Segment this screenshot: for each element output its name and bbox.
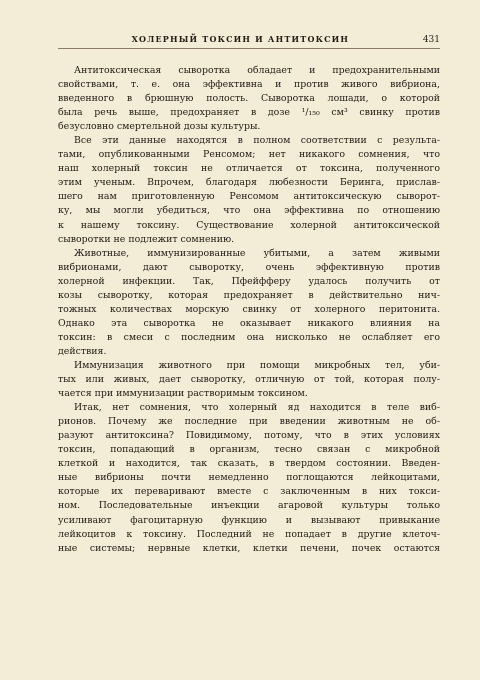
text-line: Животные, иммунизированные убитыми, а затем живыми [74, 247, 440, 259]
text-line: рионов. Почему же последние при введении животным не об- [58, 416, 440, 428]
text-line: ные системы; нервные клетки, клетки печени, почек остаются [58, 542, 440, 554]
text-line: усиливают фагоцитарную функцию и вызывают привыкание [58, 514, 440, 526]
page-number: 431 [422, 35, 440, 45]
text-line: холерной инфекции. Так, Пфейфферу удалось получить от [58, 275, 440, 287]
text-line: безусловно смертельной дозы культуры. [58, 121, 261, 133]
text-line: токсин, попадающий в организм, тесно связан с микробной [58, 444, 440, 456]
text-line: разуют антитоксина? Повидимому, потому, что в этих условиях [58, 430, 440, 442]
text-line: токсин: в смеси с последним она нисколько не ослабляет его [58, 331, 440, 343]
text-line: Итак, нет сомнения, что холерный яд находится в теле виб- [74, 402, 440, 414]
text-line: чается при иммунизации растворимым токсином. [58, 388, 308, 400]
text-line: Однако эта сыворотка не оказывает никакого влияния на [58, 317, 440, 329]
paragraph-4 [58, 359, 440, 401]
text-line: которые их переваривают вместе с заключенным в них токси- [58, 486, 440, 498]
text-line: наш холерный токсин не отличается от токсина, полученного [58, 163, 440, 175]
text-line: козы сыворотку, которая предохраняет в действительно нич- [58, 289, 440, 301]
text-line: лейкоцитов к токсину. Последний не попадает в другие клеточ- [58, 528, 440, 540]
paragraph-2 [58, 134, 440, 246]
paragraph-5 [58, 401, 440, 556]
running-head-title: ХОЛЕРНЫЙ ТОКСИН И АНТИТОКСИН [131, 34, 350, 44]
text-line: действия. [58, 345, 107, 357]
text-line: сыворотки не подлежит сомнению. [58, 233, 235, 245]
text-line: клеткой и находится, так сказать, в твердом состоянии. Введен- [58, 458, 440, 470]
text-line: свойствами, т. е. она эффективна и против живого вибриона, [58, 79, 440, 91]
text-line: введенного в брюшную полость. Сыворотка лошади, о которой [58, 93, 440, 105]
text-line: тами, опубликованными Ренсомом; нет никакого сомнения, что [58, 149, 440, 161]
paragraph-1 [58, 64, 440, 134]
text-line: тых или живых, дает сыворотку, отличную от той, которая полу- [58, 374, 440, 386]
text-line: ном. Последовательные инъекции агаровой культуры только [58, 500, 440, 512]
body-text [58, 64, 440, 556]
text-line: ные вибрионы почти немедленно поглощаются лейкоцитами, [58, 472, 440, 484]
text-line: этим ученым. Впрочем, благодаря любезности Беринга, прислав- [58, 177, 440, 189]
text-line: Все эти данные находятся в полном соответствии с результа- [74, 135, 440, 147]
text-line: шего нам приготовленную Ренсомом антитоксическую сыворот- [58, 191, 440, 203]
running-head [58, 34, 440, 49]
text-line: к нашему токсину. Существование холерной антитоксической [58, 219, 440, 231]
text-line: ку, мы могли убедиться, что она эффективна по отношению [58, 205, 440, 217]
text-line: Иммунизация животного при помощи микробных тел, уби- [74, 359, 440, 371]
text-line: Антитоксическая сыворотка обладает и предохранительными [74, 65, 440, 76]
text-line: тожных количествах морскую свинку от холерного перитонита. [58, 303, 440, 315]
text-line: была речь выше, предохраняет в дозе ¹/₁₅₀ см³ свинку против [58, 107, 440, 119]
paragraph-3 [58, 247, 440, 359]
text-line: вибрионами, дают сыворотку, очень эффективную против [58, 261, 440, 273]
